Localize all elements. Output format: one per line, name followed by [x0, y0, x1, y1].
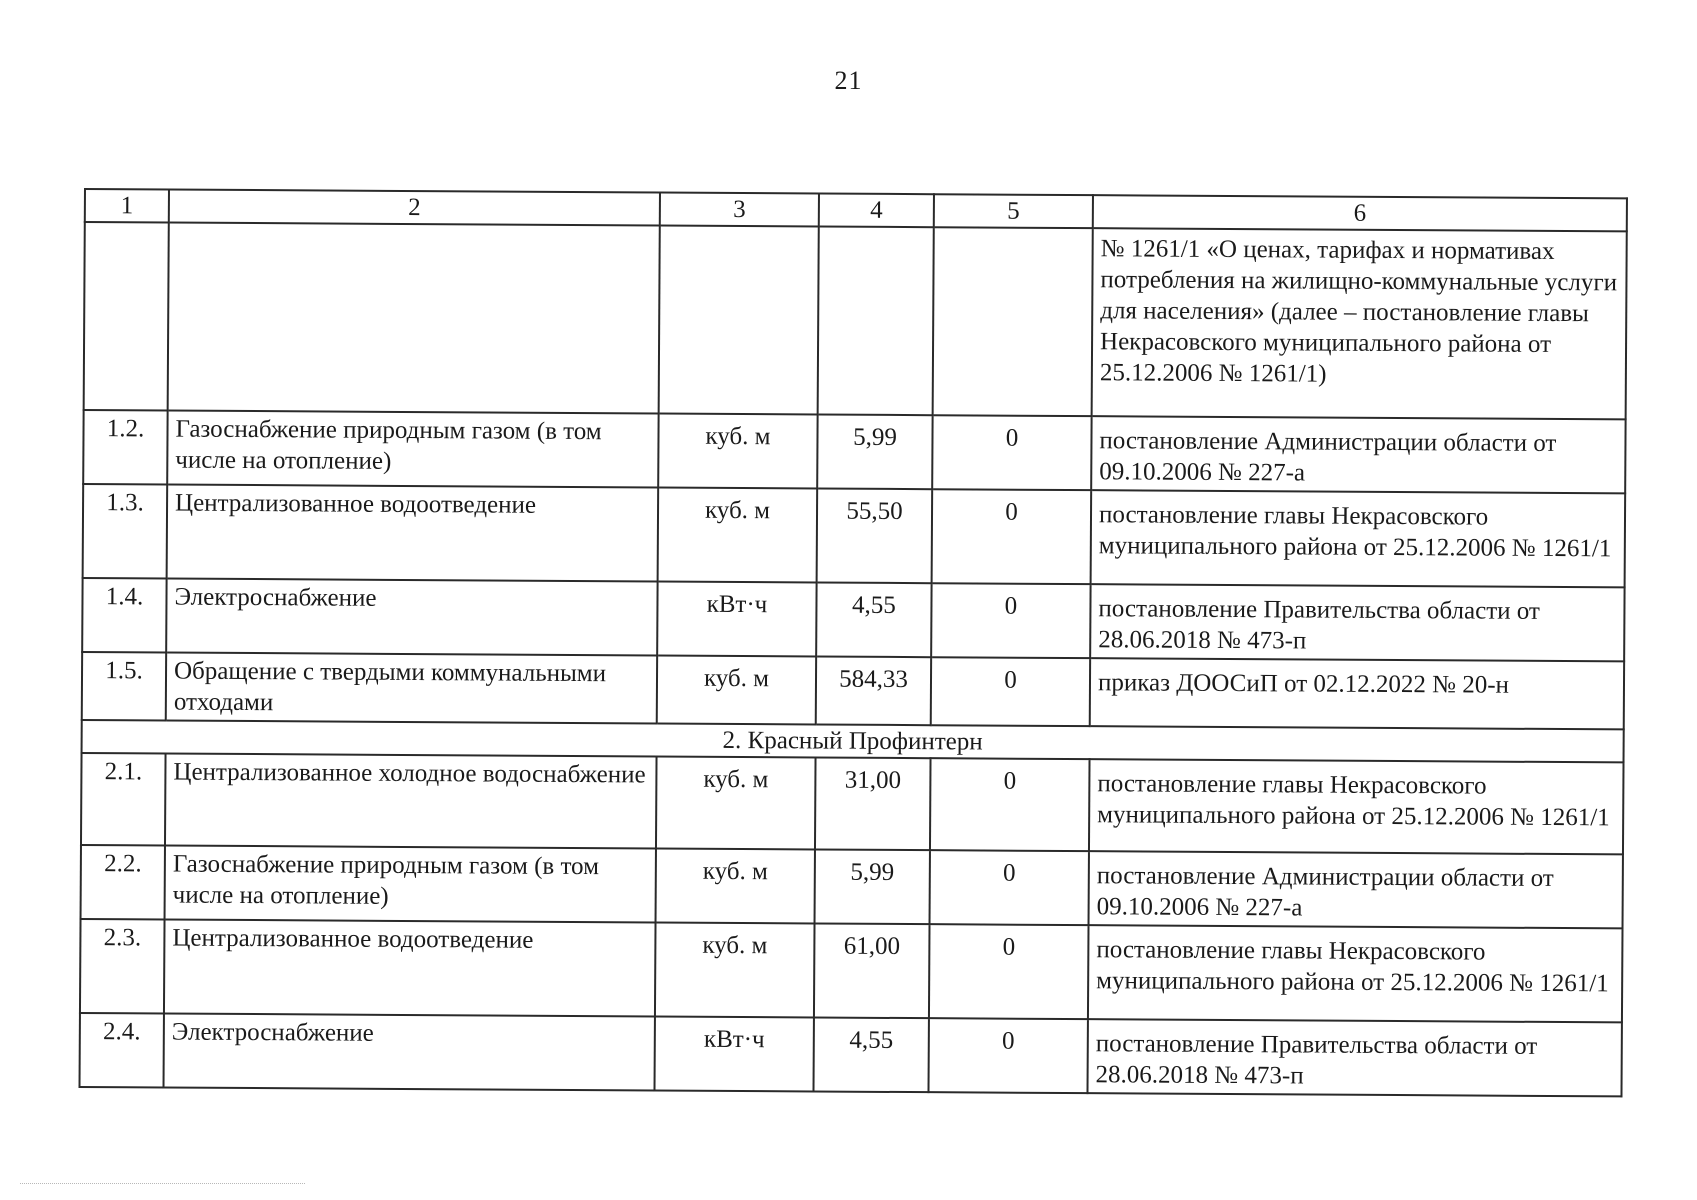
- row-number: 2.1.: [81, 753, 166, 846]
- section-title: 2. Красный Профинтерн: [82, 720, 1624, 762]
- table-row: [81, 753, 1624, 854]
- table-row: [80, 1013, 1622, 1096]
- value-cell: 55,50: [817, 488, 933, 583]
- tariff-table-wrapper: [79, 188, 1626, 1097]
- law-cell: постановление главы Некрасовского муниципального района от 25.12.2006 № 1261/1: [1089, 759, 1624, 854]
- row-number: 1.4.: [82, 578, 166, 653]
- col5-cell: 0: [930, 758, 1090, 851]
- unit-cell: куб. м: [655, 923, 815, 1018]
- unit-cell: куб. м: [656, 757, 816, 850]
- unit-cell: кВт·ч: [657, 582, 816, 657]
- col5-cell: 0: [928, 1018, 1087, 1093]
- page-number: 21: [834, 66, 863, 95]
- table-cell: [84, 222, 169, 411]
- value-cell: 5,99: [815, 849, 930, 924]
- row-number: 1.2.: [83, 410, 167, 485]
- service-name: Газоснабжение природным газом (в том числе на отопление): [167, 411, 658, 488]
- col5-cell: 0: [931, 657, 1090, 726]
- unit-cell: куб. м: [658, 488, 818, 583]
- header-cell-2: 2: [169, 190, 660, 226]
- value-cell: 61,00: [814, 923, 930, 1018]
- service-name: Централизованное водоотведение: [167, 485, 659, 582]
- continuation-row: [84, 222, 1627, 419]
- table-cell: [168, 223, 660, 414]
- value-cell: 31,00: [815, 757, 931, 850]
- law-cell: постановление Администрации области от 09.10.2006 № 227-а: [1089, 851, 1623, 928]
- row-number: 1.5.: [82, 652, 166, 721]
- table-row: [82, 578, 1624, 661]
- table-row: [83, 484, 1626, 587]
- value-cell: 5,99: [817, 414, 932, 489]
- row-number: 2.4.: [80, 1013, 164, 1088]
- value-cell: 4,55: [816, 582, 931, 657]
- table-row: [80, 919, 1623, 1022]
- law-cell: постановление Правительства области от 28.06.2018 № 473-п: [1087, 1019, 1621, 1096]
- table-row: [83, 410, 1625, 493]
- table-cell: [818, 226, 934, 415]
- service-name: Электроснабжение: [164, 1014, 655, 1091]
- service-name: Газоснабжение природным газом (в том числе на отопление): [165, 846, 656, 923]
- law-cell: постановление Администрации области от 09.10.2006 № 227-а: [1091, 416, 1625, 493]
- table-cell: [933, 227, 1093, 416]
- header-cell-5: 5: [934, 194, 1093, 228]
- row-number: 1.3.: [83, 484, 168, 579]
- law-cell: постановление Правительства области от 28.06.2018 № 473-п: [1090, 584, 1624, 661]
- header-cell-1: 1: [85, 189, 169, 223]
- law-cell: постановление главы Некрасовского муниципального района от 25.12.2006 № 1261/1: [1091, 490, 1626, 587]
- header-cell-6: 6: [1093, 195, 1627, 231]
- row-number: 2.3.: [80, 919, 165, 1014]
- law-cell: приказ ДООСиП от 02.12.2022 № 20-н: [1090, 658, 1624, 729]
- table-row: [81, 845, 1623, 928]
- tariff-table: [79, 188, 1628, 1097]
- col5-cell: 0: [931, 583, 1090, 658]
- service-name: Обращение с твердыми коммунальными отходами: [166, 653, 657, 724]
- table-row: [82, 652, 1624, 729]
- col5-cell: 0: [930, 850, 1089, 925]
- unit-cell: куб. м: [656, 849, 815, 924]
- unit-cell: куб. м: [658, 414, 817, 489]
- header-cell-4: 4: [819, 193, 934, 227]
- value-cell: 584,33: [816, 656, 931, 725]
- service-name: Централизованное водоотведение: [164, 920, 656, 1017]
- row-number: 2.2.: [81, 845, 165, 920]
- col5-cell: 0: [929, 924, 1089, 1019]
- value-cell: 4,55: [813, 1017, 928, 1092]
- scan-artifact-line: [20, 1183, 305, 1185]
- service-name: Централизованное холодное водоснабжение: [165, 754, 657, 849]
- service-name: Электроснабжение: [166, 579, 657, 656]
- law-cell: постановление главы Некрасовского муниципального района от 25.12.2006 № 1261/1: [1088, 925, 1623, 1022]
- continuation-law-text: № 1261/1 «О ценах, тарифах и нормативах потребления на жилищно-коммунальные услуги для населения» (далее – постановление главы Некрасовского муниципального района от 25.12.2006 № 1261/1): [1092, 228, 1627, 419]
- unit-cell: куб. м: [657, 656, 816, 725]
- col5-cell: 0: [932, 489, 1092, 584]
- header-cell-3: 3: [660, 193, 819, 227]
- table-cell: [659, 226, 819, 415]
- unit-cell: кВт·ч: [654, 1017, 813, 1092]
- col5-cell: 0: [932, 415, 1091, 490]
